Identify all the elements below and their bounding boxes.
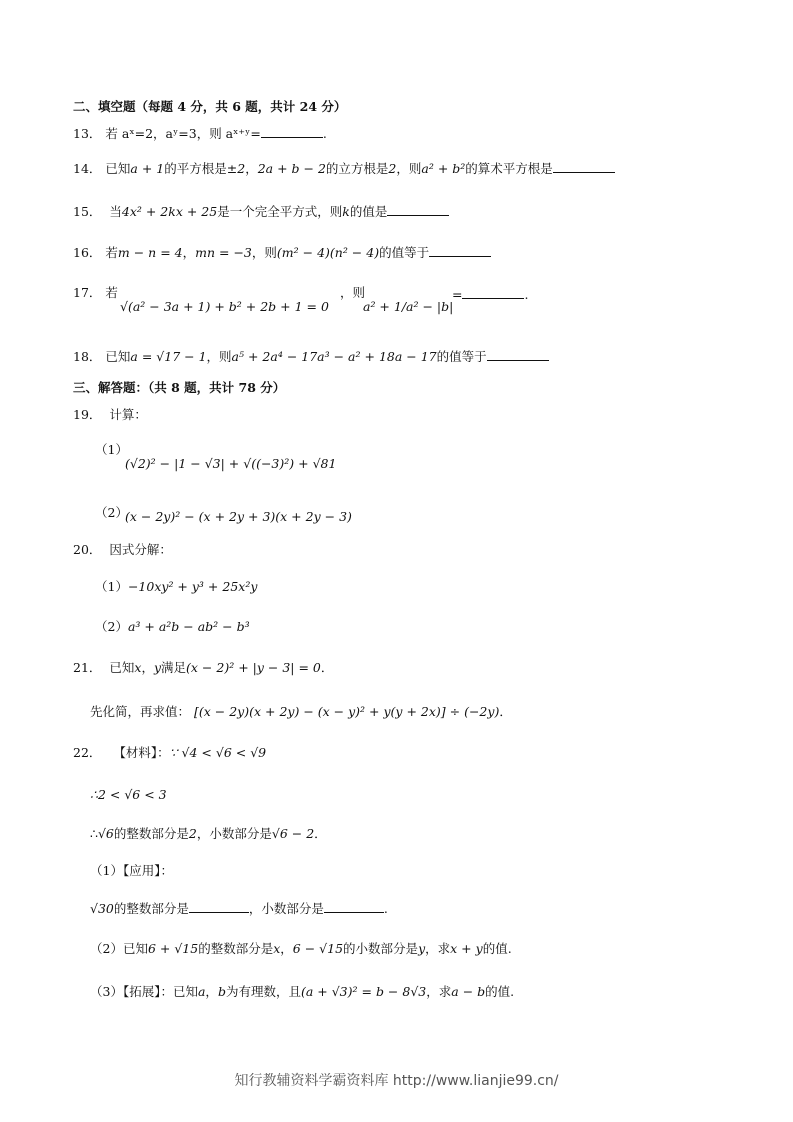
math-expression: 4x² + 2kx + 25 <box>121 204 218 219</box>
q19-part1-label: （1） <box>95 442 128 457</box>
math-expression: −10xy² + y³ + 25x²y <box>127 579 258 594</box>
math-expression: a² + b² <box>421 161 466 176</box>
text: ，小数部分是 <box>196 826 272 841</box>
question-end: . <box>322 126 327 141</box>
math-expression: a⁵ + 2a⁴ − 17a³ − a² + 18a − 17 <box>231 349 437 364</box>
text: 的算术平方根是 <box>465 161 553 176</box>
question-number: 15． <box>73 204 102 219</box>
text: 若 <box>105 285 118 300</box>
answer-blank <box>487 346 549 361</box>
text: ． <box>499 704 512 719</box>
text: 计算： <box>109 407 147 422</box>
math-expression: b <box>217 984 226 999</box>
section-3-title: 三、解答题：（共 8 题，共计 78 分） <box>73 380 286 395</box>
question-number: 16． <box>73 245 102 260</box>
math-expression: a² + 1/a² − |b| <box>363 299 454 314</box>
question-number: 17． <box>73 285 102 300</box>
answer-blank <box>324 898 384 913</box>
text: ，则 <box>340 285 366 300</box>
text: ， <box>280 941 293 956</box>
text: ，小数部分是 <box>248 901 324 916</box>
math-expression: k <box>342 204 350 219</box>
text: 的平方根是 <box>164 161 227 176</box>
answer-blank <box>261 123 323 138</box>
q22-part1 <box>90 898 388 918</box>
math-expression: √(a² − 3a + 1) + b² + 2b + 1 = 0 <box>120 299 329 314</box>
q20-part2 <box>95 618 250 636</box>
question-13 <box>73 123 327 143</box>
math-expression: a³ + a²b − ab² − b³ <box>127 619 250 634</box>
q22-part3 <box>90 983 514 1001</box>
math-expression: x <box>134 660 142 675</box>
question-21 <box>73 659 333 677</box>
material-tag: 【材料】 <box>113 745 158 760</box>
question-text: 若 aˣ=2，aʸ=3，则 aˣ⁺ʸ= <box>105 126 261 141</box>
math-expression: 2 <box>388 161 397 176</box>
text: ． <box>320 660 334 675</box>
text: 是一个完全平方式，则 <box>217 204 343 219</box>
q22-material-line3 <box>90 825 327 843</box>
question-15 <box>73 201 449 221</box>
text: ，则 <box>396 161 422 176</box>
question-17-blank <box>452 284 528 304</box>
q22-part2 <box>90 940 512 958</box>
text: （2）已知 <box>90 941 148 956</box>
question-number: 22． <box>73 745 102 760</box>
q19-part1-expression <box>125 455 336 473</box>
math-expression: x <box>273 941 281 956</box>
math-expression: m − n = 4 <box>117 245 183 260</box>
text: 的立方根是 <box>325 161 389 176</box>
text: ，则 <box>251 245 277 260</box>
answer-blank <box>189 898 249 913</box>
math-expression: mn = −3 <box>195 245 252 260</box>
answer-blank <box>553 158 615 173</box>
question-18 <box>73 346 549 366</box>
math-expression: (x − 2y)² − (x + 2y + 3)(x + 2y − 3) <box>125 509 352 524</box>
question-number: 20． <box>73 542 102 557</box>
text: ，则 <box>206 349 232 364</box>
text: 的值等于 <box>436 349 487 364</box>
math-expression: 2 <box>188 826 197 841</box>
text: 的整数部分是 <box>113 826 189 841</box>
text: 为有理数，且 <box>225 984 301 999</box>
question-14 <box>73 158 615 178</box>
question-21-line2 <box>90 703 512 721</box>
text: 的值. <box>485 984 515 999</box>
math-expression: 6 − √15 <box>292 941 344 956</box>
text: 的小数部分是 <box>343 941 419 956</box>
text: . <box>383 901 388 916</box>
q19-part2-label: （2） <box>95 505 128 520</box>
math-expression: ∵ √4 < √6 < √9 <box>169 745 267 760</box>
math-expression: x + y <box>450 941 483 956</box>
math-expression: ∴2 < √6 < 3 <box>90 787 167 802</box>
text: 的值. <box>482 941 512 956</box>
part-label: （1） <box>95 579 128 594</box>
math-expression: y <box>418 941 426 956</box>
q20-part1 <box>95 578 257 596</box>
text: ， <box>245 161 258 176</box>
math-expression: a = √17 − 1 <box>130 349 207 364</box>
question-19 <box>73 406 147 424</box>
part-label: （2） <box>95 619 128 634</box>
text: 先化简，再求值： <box>90 704 191 719</box>
text: ∴ <box>90 826 98 841</box>
question-number: 18． <box>73 349 102 364</box>
math-expression: (x − 2)² + |y − 3| = 0 <box>186 660 321 675</box>
text: ， <box>205 984 218 999</box>
math-expression: a + 1 <box>130 161 165 176</box>
text: 若 <box>105 245 118 260</box>
math-expression: (√2)² − |1 − √3| + √((−3)²) + √81 <box>125 456 337 471</box>
math-expression: (a + √3)² = b − 8√3 <box>300 984 427 999</box>
math-expression: a <box>197 984 206 999</box>
math-expression: [(x − 2y)(x + 2y) − (x − y)² + y(y + 2x)] ÷ (−2y) <box>194 704 500 719</box>
math-expression: ±2 <box>226 161 246 176</box>
question-22: 22． 【材料】：∵ √4 < √6 < √9 <box>73 745 267 760</box>
answer-blank <box>462 284 524 299</box>
text: = <box>452 287 463 302</box>
question-number: 19． <box>73 407 102 422</box>
text: ， <box>182 245 196 260</box>
text: ，求 <box>426 984 452 999</box>
text: 的值等于 <box>379 245 430 260</box>
text: 的值是 <box>349 204 388 219</box>
math-expression: 2a + b − 2 <box>257 161 326 176</box>
question-20 <box>73 541 172 559</box>
question-end: . <box>524 287 529 302</box>
text: ，求 <box>425 941 451 956</box>
math-expression: a − b <box>451 984 486 999</box>
question-17-target <box>363 298 453 316</box>
text: 已知 <box>105 161 131 176</box>
text: 的整数部分是 <box>198 941 274 956</box>
text: 已知 <box>109 660 135 675</box>
text: 当 <box>109 204 122 219</box>
question-number: 14． <box>73 161 102 176</box>
math-expression: y <box>153 660 162 675</box>
text: （3）【拓展】：已知 <box>90 984 198 999</box>
text: 满足 <box>161 660 187 675</box>
section-2-title: 二、填空题（每题 4 分，共 6 题，共计 24 分） <box>73 99 347 114</box>
question-17-expression <box>120 298 329 316</box>
math-expression: √6 <box>97 826 114 841</box>
answer-blank <box>387 201 449 216</box>
math-expression: √30 <box>90 901 114 916</box>
question-16 <box>73 242 491 262</box>
footer-watermark: 知行教辅资料学霸资料库 http://www.lianjie99.cn/ <box>234 1073 559 1089</box>
text: 已知 <box>105 349 131 364</box>
math-expression: (m² − 4)(n² − 4) <box>276 245 380 260</box>
question-17-number <box>73 284 118 302</box>
text: 因式分解： <box>109 542 172 557</box>
text: ， <box>141 660 154 675</box>
text: 的整数部分是 <box>113 901 189 916</box>
question-number: 21． <box>73 660 102 675</box>
q19-part2-expression <box>125 508 352 526</box>
math-expression: √6 − 2 <box>271 826 315 841</box>
q22-part1-label: （1）【应用】： <box>90 863 173 878</box>
q22-material-line2 <box>90 786 167 804</box>
answer-blank <box>429 242 491 257</box>
text: ． <box>314 826 327 841</box>
question-17-then <box>340 284 365 302</box>
math-expression: 6 + √15 <box>147 941 199 956</box>
question-number: 13． <box>73 126 102 141</box>
